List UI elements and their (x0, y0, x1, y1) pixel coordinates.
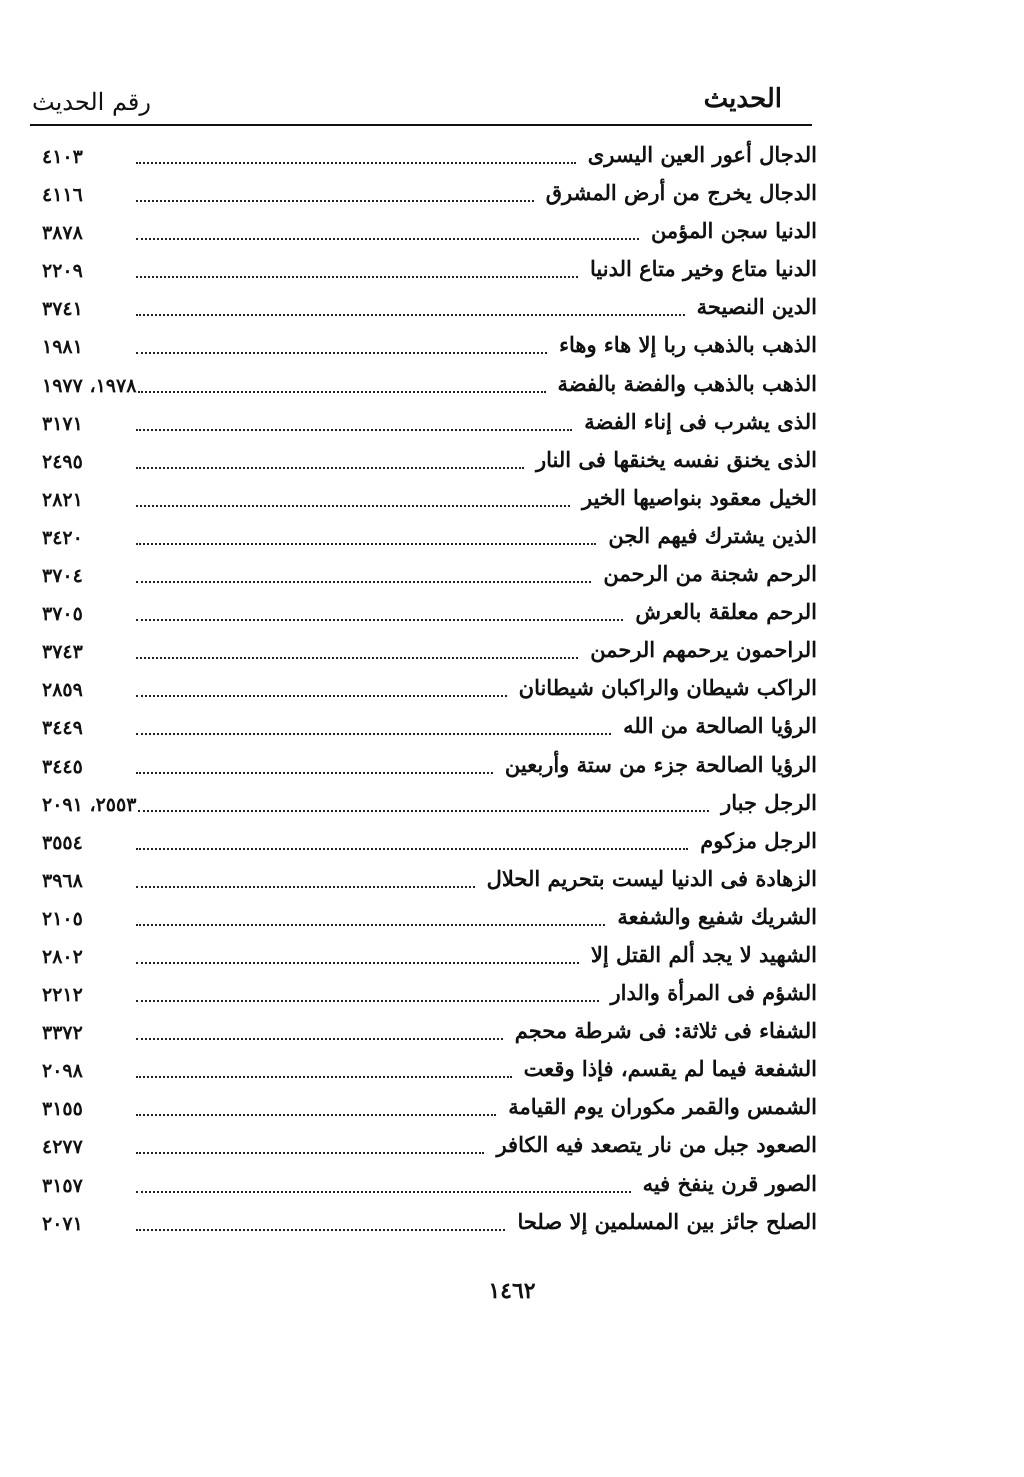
hadith-number: ٣٤٤٩ (42, 717, 83, 740)
index-entry-row (32, 1169, 817, 1207)
dotted-leader (136, 200, 534, 202)
index-entry-row (32, 1016, 817, 1054)
dotted-leader (136, 772, 493, 774)
index-entry-row (32, 711, 817, 749)
hadith-text: الشمس والقمر مكوران يوم القيامة (500, 1094, 817, 1119)
dotted-leader (136, 352, 547, 354)
hadith-text: الدنيا متاع وخير متاع الدنيا (582, 256, 817, 281)
hadith-number: ٣٧٠٥ (42, 603, 83, 626)
hadith-number: ٣١٧١ (42, 412, 83, 435)
hadith-text: الراحمون يرحمهم الرحمن (582, 637, 817, 662)
hadith-number: ٣٧٤٣ (42, 641, 83, 664)
index-entry-row (32, 750, 817, 788)
dotted-leader (136, 962, 579, 964)
index-entry-row (32, 216, 817, 254)
hadith-text: الزهادة فى الدنيا ليست بتحريم الحلال (479, 866, 817, 891)
dotted-leader (136, 1076, 512, 1078)
page-header (30, 80, 812, 126)
dotted-leader (136, 1114, 496, 1116)
hadith-number: ٣٧٤١ (42, 298, 83, 321)
hadith-number: ٢١٠٥ (42, 907, 83, 930)
hadith-text: الذهب بالذهب والفضة بالفضة (550, 371, 817, 396)
index-entry-row (32, 902, 817, 940)
hadith-text: الذى يشرب فى إناء الفضة (576, 409, 817, 434)
index-entry-row (32, 826, 817, 864)
dotted-leader (136, 1229, 505, 1231)
hadith-text: الرؤيا الصالحة من الله (615, 713, 817, 738)
hadith-text: الخيل معقود بنواصيها الخير (574, 485, 817, 510)
hadith-text: الرجل جبار (713, 790, 817, 815)
hadith-text: الشؤم فى المرأة والدار (603, 980, 817, 1005)
hadith-text: الذهب بالذهب ربا إلا هاء وهاء (551, 332, 817, 357)
hadith-text: الذى يخنق نفسه يخنقها فى النار (528, 447, 817, 472)
dotted-leader (136, 1152, 484, 1154)
hadith-text: الشفعة فيما لم يقسم، فإذا وقعت (516, 1056, 817, 1081)
hadith-text: الرحم معلقة بالعرش (627, 599, 817, 624)
hadith-text: الذين يشترك فيهم الجن (600, 523, 817, 548)
dotted-leader (136, 429, 572, 431)
dotted-leader (136, 543, 596, 545)
hadith-text: الشفاء فى ثلاثة: فى شرطة محجم (507, 1018, 817, 1043)
index-entry-row (32, 597, 817, 635)
dotted-leader (136, 695, 507, 697)
index-entry-row (32, 1092, 817, 1130)
index-entry-row (32, 788, 817, 826)
hadith-number: ٤١١٦ (42, 184, 83, 207)
index-entry-row (32, 369, 817, 407)
hadith-number: ٣٥٥٤ (42, 831, 83, 854)
hadith-number: ٢٨٢١ (42, 488, 83, 511)
index-entry-row (32, 978, 817, 1016)
dotted-leader (136, 657, 578, 659)
index-entry-row (32, 292, 817, 330)
index-entry-row (32, 445, 817, 483)
dotted-leader (136, 619, 623, 621)
hadith-number: ٣٤٤٥ (42, 755, 83, 778)
hadith-number: ٢٠٧١ (42, 1212, 83, 1235)
index-entry-row (32, 1207, 817, 1245)
hadith-number: ٢٨٠٢ (42, 945, 83, 968)
hadith-number: ٣٤٢٠ (42, 526, 83, 549)
hadith-number-column-heading: رقم الحديث (32, 88, 151, 116)
index-entry-row (32, 673, 817, 711)
hadith-number: ٤١٠٣ (42, 146, 83, 168)
index-entries-list (32, 140, 817, 1245)
dotted-leader (136, 1000, 599, 1002)
dotted-leader (138, 391, 546, 393)
index-entry-row (32, 140, 817, 178)
hadith-number: ٤٢٧٧ (42, 1136, 83, 1159)
dotted-leader (136, 162, 576, 164)
dotted-leader (136, 467, 524, 469)
dotted-leader (136, 886, 475, 888)
hadith-number: ٣٩٦٨ (42, 869, 83, 892)
hadith-text: الشهيد لا يجد ألم القتل إلا (583, 942, 817, 967)
hadith-number: ٣٣٧٢ (42, 1022, 83, 1045)
index-entry-row (32, 940, 817, 978)
dotted-leader (136, 314, 685, 316)
dotted-leader (136, 581, 591, 583)
hadith-number: ١٩٨١ (42, 336, 83, 359)
hadith-number: ٢٤٩٥ (42, 450, 83, 473)
dotted-leader (136, 924, 605, 926)
hadith-number: ٢٠٩٨ (42, 1060, 83, 1083)
dotted-leader (136, 505, 570, 507)
hadith-text: الصور قرن ينفخ فيه (635, 1171, 817, 1196)
hadith-text: الصعود جبل من نار يتصعد فيه الكافر (488, 1132, 817, 1157)
index-entry-row (32, 1054, 817, 1092)
hadith-text: الرؤيا الصالحة جزء من ستة وأربعين (497, 752, 817, 777)
dotted-leader (136, 1038, 503, 1040)
hadith-text: الراكب شيطان والراكبان شيطانان (511, 675, 817, 700)
dotted-leader (136, 276, 578, 278)
index-entry-row (32, 178, 817, 216)
hadith-text: الدجال يخرج من أرض المشرق (538, 180, 817, 205)
hadith-column-heading: الحديث (703, 84, 782, 114)
index-entry-row (32, 635, 817, 673)
hadith-number: ٣٨٧٨ (42, 222, 83, 245)
index-entry-row (32, 407, 817, 445)
hadith-text: الدجال أعور العين اليسرى (580, 142, 817, 167)
dotted-leader (136, 238, 639, 240)
index-entry-row (32, 521, 817, 559)
index-entry-row (32, 330, 817, 368)
hadith-number: ٢٢١٢ (42, 984, 83, 1007)
index-entry-row (32, 254, 817, 292)
index-entry-row (32, 1130, 817, 1168)
dotted-leader (136, 733, 611, 735)
dotted-leader (136, 1191, 631, 1193)
index-entry-row (32, 864, 817, 902)
hadith-number: ٣١٥٧ (42, 1174, 83, 1197)
dotted-leader (136, 848, 688, 850)
hadith-number: ١٩٧٨، ١٩٧٧ (42, 374, 137, 397)
hadith-number: ٢٨٥٩ (42, 679, 83, 702)
hadith-number: ٣٧٠٤ (42, 565, 83, 588)
index-entry-row (32, 559, 817, 597)
dotted-leader (138, 810, 709, 812)
hadith-text: الرجل مزكوم (692, 828, 817, 853)
hadith-text: الشريك شفيع والشفعة (609, 904, 817, 929)
hadith-number: ٢٢٠٩ (42, 260, 83, 283)
hadith-text: الدنيا سجن المؤمن (643, 218, 817, 243)
page-number: ١٤٦٢ (488, 1278, 536, 1304)
hadith-text: الدين النصيحة (689, 294, 817, 319)
hadith-text: الرحم شجنة من الرحمن (595, 561, 817, 586)
hadith-text: الصلح جائز بين المسلمين إلا صلحا (509, 1209, 817, 1234)
index-entry-row (32, 483, 817, 521)
hadith-number: ٣١٥٥ (42, 1098, 83, 1121)
hadith-number: ٢٥٥٣، ٢٠٩١ (42, 793, 137, 816)
